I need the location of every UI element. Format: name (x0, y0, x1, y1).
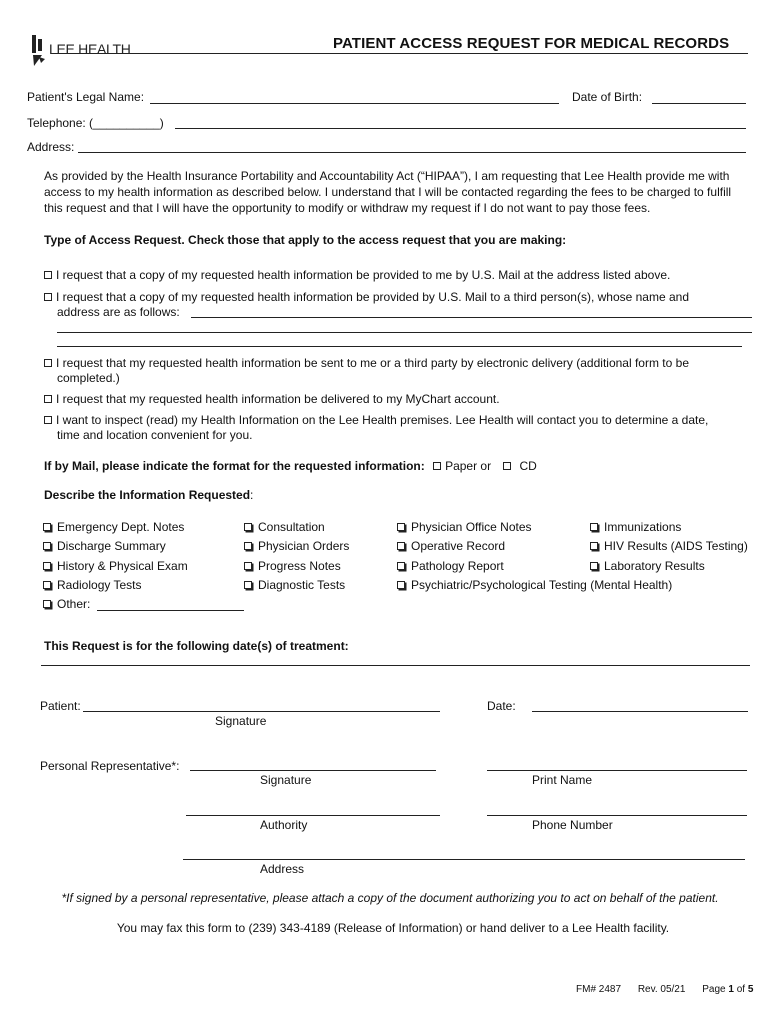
checkbox-icon[interactable] (244, 581, 252, 589)
info-item-immunizations[interactable]: Immunizations (590, 520, 681, 535)
telephone-field[interactable] (175, 128, 746, 129)
address-field[interactable] (78, 152, 746, 153)
third-party-address-line-2[interactable] (57, 332, 752, 333)
footer-meta (576, 984, 753, 995)
patient-signature-field[interactable] (83, 711, 440, 712)
option-mail-me[interactable]: I request that a copy of my requested health information be provided to me by U.S. Mail at the address listed above. (44, 268, 670, 283)
checkbox-mail-third-party[interactable] (44, 293, 52, 301)
checkbox-inspect[interactable] (44, 416, 52, 424)
info-item-diagnostic-tests[interactable]: Diagnostic Tests (244, 578, 345, 593)
info-item-physician-office-notes[interactable]: Physician Office Notes (397, 520, 532, 535)
checkbox-electronic[interactable] (44, 359, 52, 367)
access-type-heading: Type of Access Request. Check those that apply to the access request that you are making: (44, 233, 567, 247)
phone-number-field[interactable] (487, 815, 747, 816)
lee-health-logo (30, 33, 150, 69)
date-field[interactable] (532, 711, 748, 712)
info-requested-heading: Describe the Information Requested: (44, 488, 254, 502)
authority-caption: Authority (260, 818, 308, 832)
info-item-emergency[interactable]: Emergency Dept. Notes (43, 520, 184, 535)
info-item-radiology[interactable]: Radiology Tests (43, 578, 142, 593)
format-label: If by Mail, please indicate the format for the requested information: (44, 459, 425, 473)
legal-name-field[interactable] (150, 103, 559, 104)
option-mychart[interactable]: I request that my requested health information be delivered to my MyChart account. (44, 392, 500, 407)
checkbox-mail-me[interactable] (44, 271, 52, 279)
legal-name-label: Patient's Legal Name: (27, 90, 145, 104)
info-item-progress-notes[interactable]: Progress Notes (244, 559, 341, 574)
info-item-consultation[interactable]: Consultation (244, 520, 325, 535)
option-electronic[interactable]: I request that my requested health information be sent to me or a third party by electronic delivery (additional form to be (44, 356, 752, 371)
fax-note: You may fax this form to (239) 343-4189 (Release of Information) or hand deliver to a Lee Health facility. (116, 921, 670, 935)
logo-text: LEE HEALTH (49, 41, 131, 57)
other-field[interactable] (97, 610, 244, 611)
info-item-pathology-report[interactable]: Pathology Report (397, 559, 504, 574)
checkbox-mychart[interactable] (44, 395, 52, 403)
form-number: FM# 2487 (576, 984, 622, 995)
print-name-caption: Print Name (532, 773, 593, 787)
third-party-address-line-3[interactable] (57, 346, 742, 347)
lee-health-leaf-icon (30, 33, 50, 67)
format-cd-label: CD (519, 459, 537, 473)
rep-address-field[interactable] (183, 859, 745, 860)
checkbox-icon[interactable] (244, 542, 252, 550)
checkbox-icon[interactable] (397, 581, 405, 589)
info-item-discharge[interactable]: Discharge Summary (43, 539, 166, 554)
dob-label: Date of Birth: (572, 90, 643, 104)
checkbox-icon[interactable] (244, 562, 252, 570)
option-mail-third-party[interactable]: I request that a copy of my requested health information be provided by U.S. Mail to a third person(s), whose name and (44, 290, 752, 305)
telephone-label: Telephone: (__________) (27, 116, 164, 130)
checkbox-icon[interactable] (43, 562, 51, 570)
checkbox-cd[interactable] (503, 462, 511, 470)
phone-number-caption: Phone Number (532, 818, 613, 832)
checkbox-icon[interactable] (244, 523, 252, 531)
checkbox-icon[interactable] (590, 542, 598, 550)
address-label: Address: (27, 140, 75, 154)
rep-signature-caption: Signature (260, 773, 312, 787)
revision: Rev. 05/21 (637, 984, 686, 995)
checkbox-icon[interactable] (43, 523, 51, 531)
checkbox-icon[interactable] (397, 542, 405, 550)
date-label: Date: (487, 699, 516, 713)
page-title: PATIENT ACCESS REQUEST FOR MEDICAL RECORDS (333, 35, 730, 52)
checkbox-icon[interactable] (397, 562, 405, 570)
authority-field[interactable] (186, 815, 440, 816)
patient-signature-caption: Signature (215, 714, 267, 728)
dob-field[interactable] (652, 103, 746, 104)
checkbox-icon[interactable] (590, 562, 598, 570)
option-electronic-line2: completed.) (57, 371, 120, 385)
info-item-other[interactable]: Other: (43, 597, 90, 612)
option-mail-third-party-line2: address are as follows: (57, 305, 180, 319)
checkbox-icon[interactable] (43, 581, 51, 589)
dates-of-treatment-field[interactable] (41, 665, 750, 666)
rep-address-caption: Address (260, 862, 305, 876)
checkbox-icon[interactable] (43, 542, 51, 550)
info-item-hiv-results[interactable]: HIV Results (AIDS Testing) (590, 539, 748, 554)
intro-paragraph: As provided by the Health Insurance Portability and Accountability Act (“HIPAA”), I am requesting that Lee Health provide me with access to my health information as described below. I understand that I will be contacted regarding the fees to be charged to fulfill this request and that I will have the opportunity to modify or withdraw my request if I do not want to pay those fees. (44, 169, 732, 215)
info-item-physician-orders[interactable]: Physician Orders (244, 539, 349, 554)
checkbox-paper[interactable] (433, 462, 441, 470)
rep-signature-field[interactable] (190, 770, 436, 771)
checkbox-icon[interactable] (397, 523, 405, 531)
info-item-psychiatric[interactable]: Psychiatric/Psychological Testing (Mental Health) (397, 578, 672, 593)
page-indicator: Page 1 of 5 (702, 984, 754, 995)
format-row (44, 459, 537, 474)
info-item-laboratory-results[interactable]: Laboratory Results (590, 559, 705, 574)
third-party-address-line-1[interactable] (191, 317, 752, 318)
option-inspect[interactable]: I want to inspect (read) my Health Information on the Lee Health premises. Lee Health will contact you to determine a date, (44, 413, 752, 428)
rep-note: *If signed by a personal representative, please attach a copy of the document authorizing you to act on behalf of the patient. (61, 891, 719, 905)
checkbox-icon[interactable] (43, 600, 51, 608)
checkbox-icon[interactable] (590, 523, 598, 531)
info-item-history[interactable]: History & Physical Exam (43, 559, 188, 574)
rep-label: Personal Representative*: (40, 759, 180, 773)
info-item-operative-record[interactable]: Operative Record (397, 539, 505, 554)
print-name-field[interactable] (487, 770, 747, 771)
option-inspect-line2: time and location convenient for you. (57, 428, 253, 442)
patient-signature-label: Patient: (40, 699, 81, 713)
dates-heading: This Request is for the following date(s) of treatment: (44, 639, 349, 653)
format-paper-label: Paper or (445, 459, 492, 473)
header-rule (53, 53, 748, 54)
